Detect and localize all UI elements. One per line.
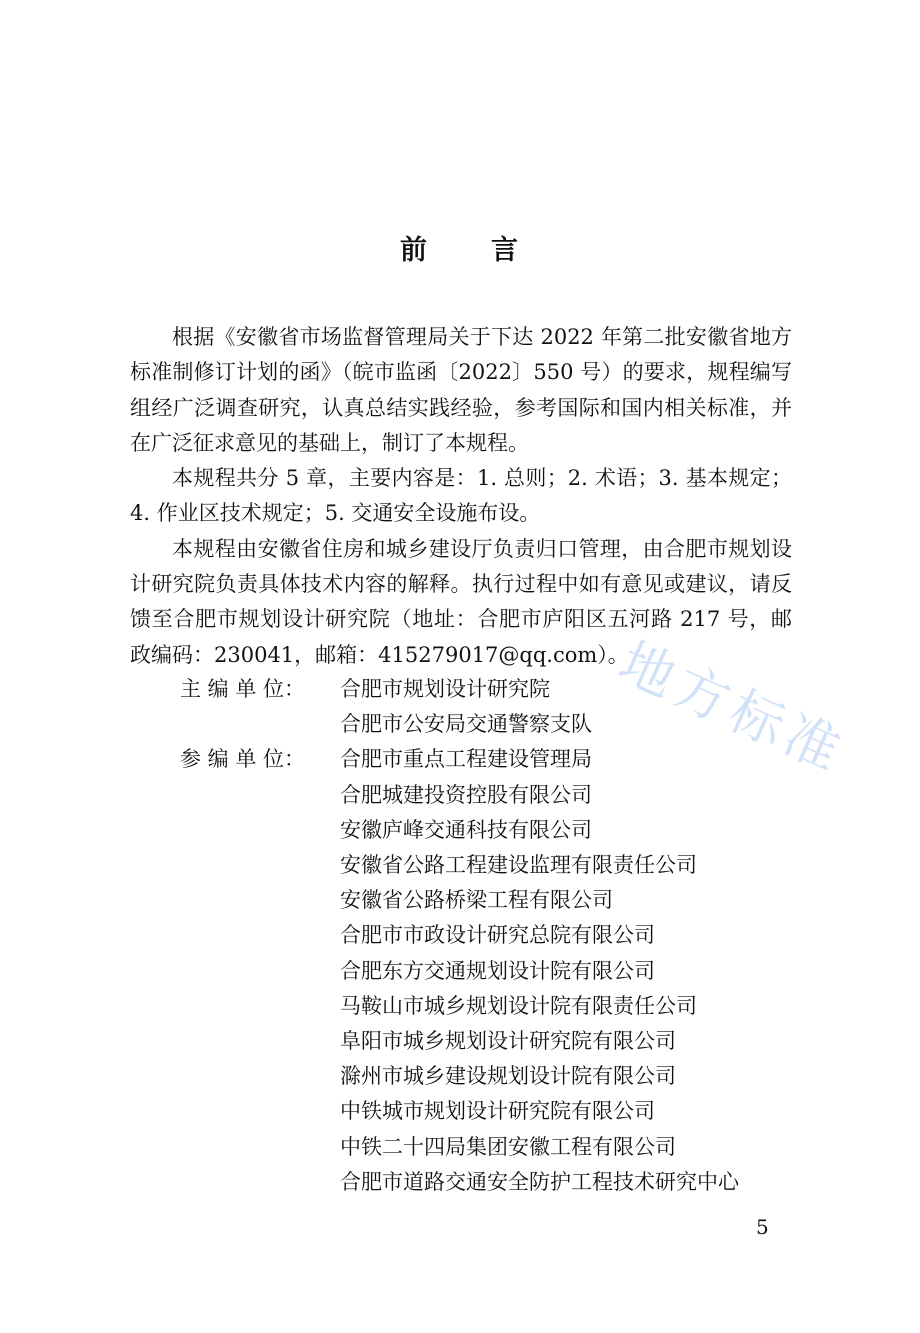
paragraph-management: 本规程由安徽省住房和城乡建设厅负责归口管理，由合肥市规划设计研究院负责具体技术内容的解释。执行过程中如有意见或建议，请反馈至合肥市规划设计研究院（地址：合肥市庐阳区五河路 217 号，邮政编码：230041，邮箱：415279017@qq.com）。: [130, 536, 792, 667]
participating-unit-name: 合肥市市政设计研究总院有限公司: [340, 923, 655, 948]
participating-unit-name: 安徽省公路桥梁工程有限公司: [340, 888, 613, 913]
paragraph-contents: 本规程共分 5 章，主要内容是：1. 总则；2. 术语；3. 基本规定；4. 作业区技术规定；5. 交通安全设施布设。: [130, 466, 792, 526]
participating-unit-row: [180, 778, 820, 813]
participating-unit-row: [180, 918, 820, 953]
participating-unit-name: 滁州市城乡建设规划设计院有限公司: [340, 1064, 676, 1089]
participating-unit-name: 合肥市道路交通安全防护工程技术研究中心: [340, 1169, 739, 1194]
chief-unit-row: [180, 707, 820, 742]
preface-body: [130, 320, 792, 673]
participating-units-label: 参 编 单 位：: [180, 747, 306, 772]
page-number: 5: [756, 1215, 769, 1239]
chief-unit-name: 合肥市公安局交通警察支队: [340, 712, 592, 737]
participating-unit-row: [180, 742, 820, 777]
participating-unit-name: 合肥东方交通规划设计院有限公司: [340, 958, 655, 983]
chief-unit-row: [180, 672, 820, 707]
title-char-left: 前: [400, 235, 429, 266]
participating-unit-row: [180, 1024, 820, 1059]
participating-unit-row: [180, 1094, 820, 1129]
chief-unit-name: 合肥市规划设计研究院: [340, 677, 550, 701]
participating-unit-row: [180, 1059, 820, 1094]
participating-unit-name: 马鞍山市城乡规划设计院有限责任公司: [340, 993, 697, 1018]
chief-units-label: 主 编 单 位：: [180, 677, 306, 701]
watermark: 地方标准: [609, 630, 855, 786]
participating-unit-row: [180, 883, 820, 918]
title-char-right: 言: [491, 235, 520, 266]
participating-unit-name: 安徽省公路工程建设监理有限责任公司: [340, 853, 697, 878]
participating-unit-name: 中铁城市规划设计研究院有限公司: [340, 1099, 655, 1124]
participating-unit-name: 中铁二十四局集团安徽工程有限公司: [340, 1134, 676, 1159]
participating-unit-row: [180, 1165, 820, 1200]
participating-unit-row: [180, 1130, 820, 1165]
participating-unit-name: 安徽庐峰交通科技有限公司: [340, 817, 592, 842]
participating-unit-name: 阜阳市城乡规划设计研究院有限公司: [340, 1029, 676, 1054]
page-title: [0, 228, 920, 267]
participating-unit-name: 合肥市重点工程建设管理局: [340, 747, 592, 772]
participating-unit-row: [180, 989, 820, 1024]
participating-unit-row: [180, 848, 820, 883]
participating-unit-name: 合肥城建投资控股有限公司: [340, 782, 592, 807]
participating-unit-row: [180, 813, 820, 848]
drafting-units: [180, 672, 820, 1200]
paragraph-background: 根据《安徽省市场监督管理局关于下达 2022 年第二批安徽省地方标准制修订计划的函》（皖市监函〔2022〕550 号）的要求，规程编写组经广泛调查研究，认真总结实践经验，参考国际和国内相关标准，并在广泛征求意见的基础上，制订了本规程。: [130, 325, 792, 455]
participating-unit-row: [180, 954, 820, 989]
